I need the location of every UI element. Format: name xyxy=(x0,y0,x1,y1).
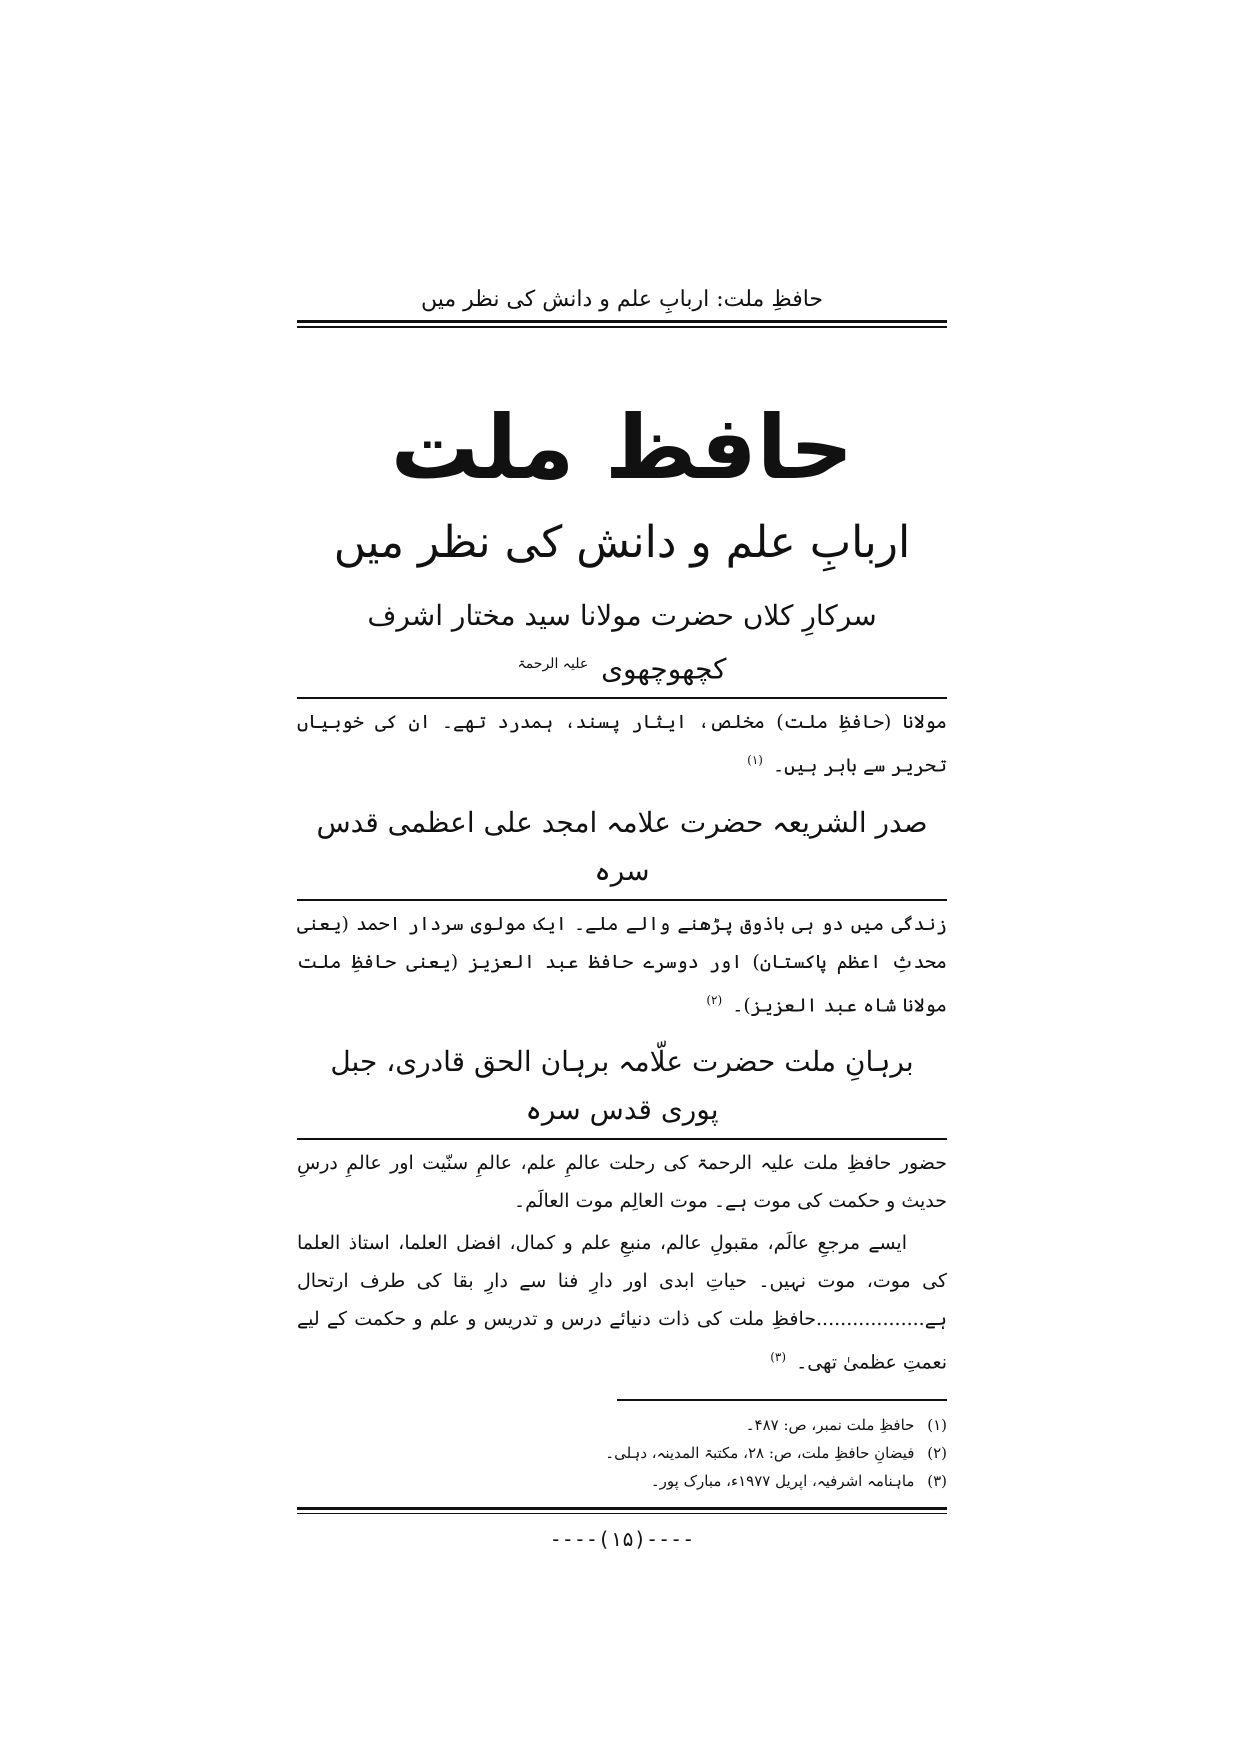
section-heading-underline xyxy=(297,592,947,699)
paragraph xyxy=(297,703,947,784)
document-page xyxy=(297,280,947,1557)
page-number: ----(۱۵)---- xyxy=(549,1526,695,1551)
section-heading xyxy=(297,592,947,699)
header-rule xyxy=(297,320,947,328)
footnote-text: ماہنامہ اشرفیہ، اپریل ۱۹۷۷ء، مبارک پور۔ xyxy=(650,1471,915,1490)
footnote-text: فیضانِ حافظِ ملت، ص: ۲۸، مکتبۃ المدینہ، دہلی۔ xyxy=(605,1443,915,1462)
footnote-item xyxy=(297,1411,947,1439)
paragraph-text: مولانا (حافظِ ملت) مخلص، ایثار پسند، ہمدرد تھے۔ ان کی خوبیاں تحریر سے باہر ہیں۔ xyxy=(297,711,947,777)
section-heading-text: سرکارِ کلاں حضرت مولانا سید مختار اشرف کچھوچھوی xyxy=(367,599,877,686)
footer-rule xyxy=(297,1507,947,1515)
paragraph xyxy=(297,1224,947,1381)
footnote-number: (۲) xyxy=(927,1443,947,1462)
footnote-ref: (۳) xyxy=(770,1349,787,1364)
paragraph-text: حضور حافظِ ملت علیہ الرحمۃ کی رحلت عالمِ علم، عالمِ سنّیت اور عالمِ درسِ حدیث و حکمت کی موت ہے۔ موت العالِم موت العالَم۔ xyxy=(297,1151,947,1212)
section-heading-text: برہانِ ملت حضرت علّامہ برہان الحق قادری، جبل پوری قدس سرہ xyxy=(330,1044,914,1126)
footer-rule-wrap xyxy=(297,1507,947,1515)
footnote-number: (۳) xyxy=(927,1471,947,1490)
paragraph-text: ایسے مرجعِ عالَم، مقبولِ عالم، منبعِ علم و کمال، افضل العلما، استاذ العلما کی موت، موت نہیں۔ حیاتِ ابدی اور دارِ فنا سے دارِ بقا کی طرف ارتحال ہے..................حافظِ ملت کی ذات دنیائے درس و تدریس و علم و حکمت کے لیے نعمتِ عظمیٰ تھی۔ xyxy=(297,1231,947,1374)
footnote-ref: (۲) xyxy=(706,992,723,1007)
footnote-item xyxy=(297,1467,947,1495)
section-heading xyxy=(297,799,947,901)
section-1 xyxy=(297,592,947,785)
section-heading-underline xyxy=(297,799,947,901)
running-header: حافظِ ملت: اربابِ علم و دانش کی نظر میں xyxy=(420,287,824,312)
paragraph xyxy=(297,1144,947,1220)
honorific: علیہ الرحمۃ xyxy=(517,656,589,672)
footnote-text: حافظِ ملت نمبر، ص: ۴۸۷۔ xyxy=(745,1415,915,1434)
section-heading xyxy=(297,1038,947,1140)
paragraph-text: زندگی میں دو ہی باذوق پڑھنے والے ملے۔ ایک مولوی سردار احمد (یعنی محدثِ اعظم پاکستان) اور دوسرے حافظ عبد العزیز (یعنی حافظِ ملت مولانا شاہ عبد العزیز)۔ xyxy=(297,912,947,1016)
footnote-separator xyxy=(617,1399,947,1401)
main-title: حافظ ملت xyxy=(390,396,854,499)
footnote-number: (۱) xyxy=(927,1415,947,1434)
paragraph xyxy=(297,905,947,1024)
section-heading-text: صدر الشریعہ حضرت علامہ امجد علی اعظمی قدس سرہ xyxy=(316,805,928,887)
section-3 xyxy=(297,1038,947,1381)
footnote-ref: (۱) xyxy=(747,753,763,768)
subtitle: اربابِ علم و دانش کی نظر میں xyxy=(333,517,911,568)
footnotes xyxy=(297,1411,947,1495)
section-2 xyxy=(297,799,947,1024)
section-heading-underline xyxy=(297,1038,947,1140)
footnote-item xyxy=(297,1439,947,1467)
